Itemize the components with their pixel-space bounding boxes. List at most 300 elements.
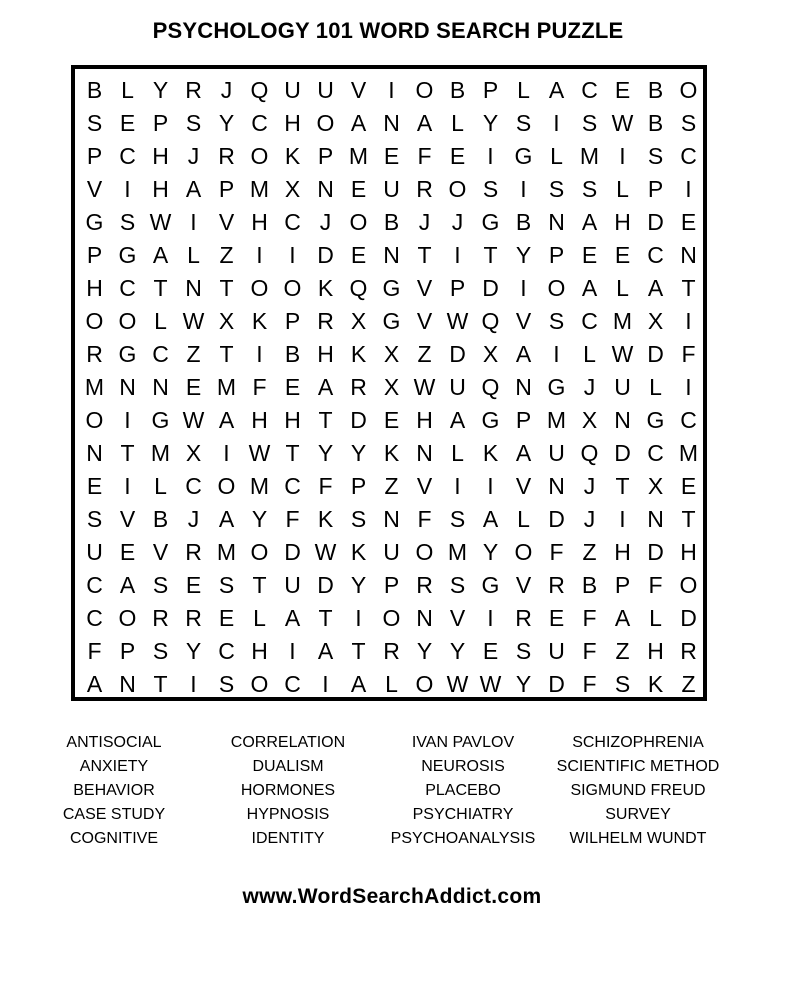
grid-letter-r14-c8[interactable]: K <box>317 506 334 532</box>
grid-letter-r6-c7[interactable]: I <box>289 242 296 268</box>
grid-letter-r9-c11[interactable]: Z <box>417 341 432 367</box>
grid-letter-r10-c17[interactable]: U <box>614 374 631 400</box>
grid-letter-r7-c17[interactable]: L <box>616 275 629 301</box>
grid-letter-r5-c16[interactable]: A <box>581 209 598 235</box>
grid-letter-r16-c11[interactable]: R <box>416 572 433 598</box>
grid-letter-r12-c8[interactable]: Y <box>317 440 334 466</box>
grid-letter-r18-c1[interactable]: F <box>87 638 102 664</box>
grid-letter-r16-c13[interactable]: G <box>481 572 500 598</box>
grid-letter-r7-c19[interactable]: T <box>681 275 696 301</box>
grid-letter-r10-c9[interactable]: R <box>350 374 367 400</box>
grid-letter-r9-c4[interactable]: Z <box>186 341 201 367</box>
grid-letter-r14-c13[interactable]: A <box>482 506 499 532</box>
grid-letter-r8-c8[interactable]: R <box>317 308 334 334</box>
grid-letter-r6-c5[interactable]: Z <box>219 242 234 268</box>
grid-letter-r1-c4[interactable]: R <box>185 77 202 103</box>
grid-letter-r17-c11[interactable]: N <box>416 605 433 631</box>
grid-letter-r11-c16[interactable]: X <box>581 407 598 433</box>
grid-letter-r16-c9[interactable]: Y <box>350 572 367 598</box>
grid-letter-r4-c5[interactable]: P <box>218 176 235 202</box>
grid-letter-r8-c4[interactable]: W <box>182 308 205 334</box>
grid-letter-r1-c7[interactable]: U <box>284 77 301 103</box>
grid-letter-r1-c10[interactable]: I <box>388 77 395 103</box>
grid-letter-r4-c6[interactable]: M <box>249 176 270 202</box>
grid-letter-r8-c15[interactable]: S <box>548 308 565 334</box>
grid-letter-r2-c9[interactable]: A <box>350 110 367 136</box>
grid-letter-r9-c8[interactable]: H <box>317 341 334 367</box>
grid-letter-r15-c19[interactable]: H <box>680 539 697 565</box>
grid-letter-r4-c9[interactable]: E <box>350 176 367 202</box>
grid-letter-r11-c5[interactable]: A <box>218 407 235 433</box>
grid-letter-r10-c14[interactable]: N <box>515 374 532 400</box>
grid-letter-r18-c5[interactable]: C <box>218 638 235 664</box>
grid-letter-r9-c7[interactable]: B <box>284 341 301 367</box>
grid-letter-r15-c12[interactable]: M <box>447 539 468 565</box>
grid-letter-r11-c7[interactable]: H <box>284 407 301 433</box>
grid-letter-r2-c17[interactable]: W <box>611 110 634 136</box>
grid-letter-r3-c17[interactable]: I <box>619 143 626 169</box>
grid-letter-r7-c8[interactable]: K <box>317 275 334 301</box>
grid-letter-r5-c6[interactable]: H <box>251 209 268 235</box>
grid-letter-r8-c6[interactable]: K <box>251 308 268 334</box>
grid-letter-r7-c12[interactable]: P <box>449 275 466 301</box>
grid-letter-r12-c14[interactable]: A <box>515 440 532 466</box>
grid-letter-r6-c18[interactable]: C <box>647 242 664 268</box>
grid-letter-r4-c14[interactable]: I <box>520 176 527 202</box>
grid-letter-r5-c11[interactable]: J <box>418 209 431 235</box>
grid-letter-r2-c11[interactable]: A <box>416 110 433 136</box>
grid-letter-r6-c13[interactable]: T <box>483 242 498 268</box>
grid-letter-r9-c14[interactable]: A <box>515 341 532 367</box>
grid-letter-r18-c12[interactable]: Y <box>449 638 466 664</box>
grid-letter-r16-c1[interactable]: C <box>86 572 103 598</box>
grid-letter-r14-c19[interactable]: T <box>681 506 696 532</box>
grid-letter-r8-c5[interactable]: X <box>218 308 235 334</box>
grid-letter-r15-c17[interactable]: H <box>614 539 631 565</box>
grid-letter-r7-c10[interactable]: G <box>382 275 401 301</box>
grid-letter-r17-c16[interactable]: F <box>582 605 597 631</box>
grid-letter-r5-c3[interactable]: W <box>149 209 172 235</box>
grid-letter-r1-c6[interactable]: Q <box>250 77 269 103</box>
grid-letter-r3-c5[interactable]: R <box>218 143 235 169</box>
grid-letter-r14-c14[interactable]: L <box>517 506 530 532</box>
grid-letter-r1-c14[interactable]: L <box>517 77 530 103</box>
grid-letter-r18-c15[interactable]: U <box>548 638 565 664</box>
letter-grid[interactable] <box>71 65 707 701</box>
grid-letter-r7-c16[interactable]: A <box>581 275 598 301</box>
grid-letter-r11-c13[interactable]: G <box>481 407 500 433</box>
grid-letter-r4-c18[interactable]: P <box>647 176 664 202</box>
grid-letter-r9-c13[interactable]: X <box>482 341 499 367</box>
grid-letter-r18-c13[interactable]: E <box>482 638 499 664</box>
grid-letter-r14-c10[interactable]: N <box>383 506 400 532</box>
grid-letter-r2-c2[interactable]: E <box>119 110 136 136</box>
grid-letter-r16-c6[interactable]: T <box>252 572 267 598</box>
grid-letter-r19-c3[interactable]: T <box>153 671 168 697</box>
grid-letter-r15-c18[interactable]: D <box>647 539 664 565</box>
grid-letter-r12-c6[interactable]: W <box>248 440 271 466</box>
grid-letter-r5-c7[interactable]: C <box>284 209 301 235</box>
grid-letter-r13-c5[interactable]: O <box>217 473 236 499</box>
grid-letter-r12-c7[interactable]: T <box>285 440 300 466</box>
grid-letter-r1-c3[interactable]: Y <box>152 77 169 103</box>
grid-letter-r2-c5[interactable]: Y <box>218 110 235 136</box>
grid-letter-r6-c3[interactable]: A <box>152 242 169 268</box>
grid-letter-r18-c7[interactable]: I <box>289 638 296 664</box>
grid-letter-r10-c19[interactable]: I <box>685 374 692 400</box>
grid-letter-r14-c12[interactable]: S <box>449 506 466 532</box>
grid-letter-r6-c19[interactable]: N <box>680 242 697 268</box>
grid-letter-r12-c4[interactable]: X <box>185 440 202 466</box>
grid-letter-r2-c16[interactable]: S <box>581 110 598 136</box>
grid-letter-r14-c2[interactable]: V <box>119 506 136 532</box>
grid-letter-r16-c3[interactable]: S <box>152 572 169 598</box>
grid-letter-r12-c1[interactable]: N <box>86 440 103 466</box>
grid-letter-r18-c9[interactable]: T <box>351 638 366 664</box>
grid-letter-r14-c15[interactable]: D <box>548 506 565 532</box>
grid-letter-r17-c14[interactable]: R <box>515 605 532 631</box>
grid-letter-r7-c4[interactable]: N <box>185 275 202 301</box>
grid-letter-r9-c18[interactable]: D <box>647 341 664 367</box>
grid-letter-r14-c1[interactable]: S <box>86 506 103 532</box>
grid-letter-r12-c13[interactable]: K <box>482 440 499 466</box>
grid-letter-r17-c10[interactable]: O <box>382 605 401 631</box>
grid-letter-r5-c14[interactable]: B <box>515 209 532 235</box>
grid-letter-r6-c11[interactable]: T <box>417 242 432 268</box>
grid-letter-r11-c1[interactable]: O <box>85 407 104 433</box>
grid-letter-r13-c17[interactable]: T <box>615 473 630 499</box>
grid-letter-r18-c19[interactable]: R <box>680 638 697 664</box>
grid-letter-r19-c16[interactable]: F <box>582 671 597 697</box>
grid-letter-r9-c16[interactable]: L <box>583 341 596 367</box>
grid-letter-r9-c2[interactable]: G <box>118 341 137 367</box>
grid-letter-r4-c19[interactable]: I <box>685 176 692 202</box>
grid-letter-r5-c17[interactable]: H <box>614 209 631 235</box>
grid-letter-r8-c16[interactable]: C <box>581 308 598 334</box>
grid-letter-r15-c15[interactable]: F <box>549 539 564 565</box>
grid-letter-r2-c15[interactable]: I <box>553 110 560 136</box>
grid-letter-r18-c17[interactable]: Z <box>615 638 630 664</box>
grid-letter-r13-c9[interactable]: P <box>350 473 367 499</box>
grid-letter-r6-c4[interactable]: L <box>187 242 200 268</box>
grid-letter-r9-c17[interactable]: W <box>611 341 634 367</box>
grid-letter-r14-c9[interactable]: S <box>350 506 367 532</box>
grid-letter-r10-c11[interactable]: W <box>413 374 436 400</box>
grid-letter-r3-c13[interactable]: I <box>487 143 494 169</box>
grid-letter-r16-c2[interactable]: A <box>119 572 136 598</box>
grid-letter-r8-c9[interactable]: X <box>350 308 367 334</box>
grid-letter-r16-c16[interactable]: B <box>581 572 598 598</box>
grid-letter-r12-c2[interactable]: T <box>120 440 135 466</box>
grid-letter-r16-c14[interactable]: V <box>515 572 532 598</box>
grid-letter-r9-c15[interactable]: I <box>553 341 560 367</box>
grid-letter-r2-c8[interactable]: O <box>316 110 335 136</box>
grid-letter-r8-c2[interactable]: O <box>118 308 137 334</box>
grid-letter-r18-c14[interactable]: S <box>515 638 532 664</box>
grid-letter-r9-c5[interactable]: T <box>219 341 234 367</box>
grid-letter-r18-c10[interactable]: R <box>383 638 400 664</box>
grid-letter-r18-c16[interactable]: F <box>582 638 597 664</box>
grid-letter-r3-c4[interactable]: J <box>187 143 200 169</box>
grid-letter-r13-c16[interactable]: J <box>583 473 596 499</box>
grid-letter-r6-c12[interactable]: I <box>454 242 461 268</box>
grid-letter-r1-c1[interactable]: B <box>86 77 103 103</box>
grid-letter-r9-c6[interactable]: I <box>256 341 263 367</box>
grid-letter-r17-c7[interactable]: A <box>284 605 301 631</box>
grid-letter-r13-c18[interactable]: X <box>647 473 664 499</box>
grid-letter-r5-c15[interactable]: N <box>548 209 565 235</box>
grid-letter-r2-c3[interactable]: P <box>152 110 169 136</box>
grid-letter-r3-c9[interactable]: M <box>348 143 369 169</box>
grid-letter-r5-c1[interactable]: G <box>85 209 104 235</box>
grid-letter-r8-c12[interactable]: W <box>446 308 469 334</box>
grid-letter-r19-c9[interactable]: A <box>350 671 367 697</box>
grid-letter-r3-c19[interactable]: C <box>680 143 697 169</box>
grid-letter-r9-c12[interactable]: D <box>449 341 466 367</box>
grid-letter-r11-c3[interactable]: G <box>151 407 170 433</box>
grid-letter-r6-c14[interactable]: Y <box>515 242 532 268</box>
grid-letter-r2-c14[interactable]: S <box>515 110 532 136</box>
grid-letter-r1-c19[interactable]: O <box>679 77 698 103</box>
grid-letter-r13-c13[interactable]: I <box>487 473 494 499</box>
grid-letter-r19-c7[interactable]: C <box>284 671 301 697</box>
grid-letter-r5-c2[interactable]: S <box>119 209 136 235</box>
grid-letter-r7-c3[interactable]: T <box>153 275 168 301</box>
grid-letter-r11-c2[interactable]: I <box>124 407 131 433</box>
grid-letter-r15-c5[interactable]: M <box>216 539 237 565</box>
grid-letter-r7-c7[interactable]: O <box>283 275 302 301</box>
grid-letter-r11-c12[interactable]: A <box>449 407 466 433</box>
grid-letter-r4-c15[interactable]: S <box>548 176 565 202</box>
grid-letter-r11-c14[interactable]: P <box>515 407 532 433</box>
grid-letter-r14-c4[interactable]: J <box>187 506 200 532</box>
grid-letter-r2-c10[interactable]: N <box>383 110 400 136</box>
grid-letter-r15-c7[interactable]: D <box>284 539 301 565</box>
grid-letter-r1-c5[interactable]: J <box>220 77 233 103</box>
grid-letter-r13-c10[interactable]: Z <box>384 473 399 499</box>
grid-letter-r10-c2[interactable]: N <box>119 374 136 400</box>
grid-letter-r7-c14[interactable]: I <box>520 275 527 301</box>
grid-letter-r5-c4[interactable]: I <box>190 209 197 235</box>
grid-letter-r3-c6[interactable]: O <box>250 143 269 169</box>
grid-letter-r16-c18[interactable]: F <box>648 572 663 598</box>
grid-letter-r19-c10[interactable]: L <box>385 671 398 697</box>
grid-letter-r8-c3[interactable]: L <box>154 308 167 334</box>
grid-letter-r18-c8[interactable]: A <box>317 638 334 664</box>
grid-letter-r13-c15[interactable]: N <box>548 473 565 499</box>
grid-letter-r3-c18[interactable]: S <box>647 143 664 169</box>
grid-letter-r15-c2[interactable]: E <box>119 539 136 565</box>
grid-letter-r15-c14[interactable]: O <box>514 539 533 565</box>
grid-letter-r1-c12[interactable]: B <box>449 77 466 103</box>
grid-letter-r17-c1[interactable]: C <box>86 605 103 631</box>
grid-letter-r19-c14[interactable]: Y <box>515 671 532 697</box>
grid-letter-r15-c13[interactable]: Y <box>482 539 499 565</box>
grid-letter-r6-c16[interactable]: E <box>581 242 598 268</box>
grid-letter-r13-c11[interactable]: V <box>416 473 433 499</box>
grid-letter-r5-c12[interactable]: J <box>451 209 464 235</box>
grid-letter-r4-c10[interactable]: U <box>383 176 400 202</box>
grid-letter-r5-c13[interactable]: G <box>481 209 500 235</box>
grid-letter-r10-c8[interactable]: A <box>317 374 334 400</box>
grid-letter-r13-c1[interactable]: E <box>86 473 103 499</box>
grid-letter-r8-c17[interactable]: M <box>612 308 633 334</box>
grid-letter-r14-c7[interactable]: F <box>285 506 300 532</box>
grid-letter-r15-c4[interactable]: R <box>185 539 202 565</box>
grid-letter-r14-c17[interactable]: I <box>619 506 626 532</box>
grid-letter-r1-c17[interactable]: E <box>614 77 631 103</box>
grid-letter-r19-c4[interactable]: I <box>190 671 197 697</box>
grid-letter-r3-c14[interactable]: G <box>514 143 533 169</box>
grid-letter-r4-c8[interactable]: N <box>317 176 334 202</box>
grid-letter-r13-c3[interactable]: L <box>154 473 167 499</box>
grid-letter-r10-c7[interactable]: E <box>284 374 301 400</box>
grid-letter-r9-c3[interactable]: C <box>152 341 169 367</box>
grid-letter-r11-c18[interactable]: G <box>646 407 665 433</box>
grid-letter-r4-c4[interactable]: A <box>185 176 202 202</box>
grid-letter-r16-c8[interactable]: D <box>317 572 334 598</box>
grid-letter-r16-c5[interactable]: S <box>218 572 235 598</box>
grid-letter-r6-c2[interactable]: G <box>118 242 137 268</box>
grid-letter-r12-c19[interactable]: M <box>678 440 699 466</box>
grid-letter-r11-c17[interactable]: N <box>614 407 631 433</box>
grid-letter-r18-c6[interactable]: H <box>251 638 268 664</box>
grid-letter-r16-c4[interactable]: E <box>185 572 202 598</box>
grid-letter-r16-c15[interactable]: R <box>548 572 565 598</box>
grid-letter-r3-c1[interactable]: P <box>86 143 103 169</box>
grid-letter-r1-c9[interactable]: V <box>350 77 367 103</box>
grid-letter-r6-c9[interactable]: E <box>350 242 367 268</box>
grid-letter-r12-c5[interactable]: I <box>223 440 230 466</box>
grid-letter-r13-c8[interactable]: F <box>318 473 333 499</box>
grid-letter-r14-c11[interactable]: F <box>417 506 432 532</box>
grid-letter-r17-c13[interactable]: I <box>487 605 494 631</box>
grid-letter-r6-c6[interactable]: I <box>256 242 263 268</box>
grid-letter-r17-c9[interactable]: I <box>355 605 362 631</box>
grid-letter-r4-c7[interactable]: X <box>284 176 301 202</box>
grid-letter-r16-c12[interactable]: S <box>449 572 466 598</box>
grid-letter-r10-c6[interactable]: F <box>252 374 267 400</box>
grid-letter-r9-c9[interactable]: K <box>350 341 367 367</box>
grid-letter-r17-c15[interactable]: E <box>548 605 565 631</box>
grid-letter-r10-c16[interactable]: J <box>583 374 596 400</box>
grid-letter-r16-c17[interactable]: P <box>614 572 631 598</box>
grid-letter-r8-c18[interactable]: X <box>647 308 664 334</box>
grid-letter-r13-c6[interactable]: M <box>249 473 270 499</box>
grid-letter-r2-c13[interactable]: Y <box>482 110 499 136</box>
grid-letter-r10-c1[interactable]: M <box>84 374 105 400</box>
grid-letter-r7-c11[interactable]: V <box>416 275 433 301</box>
grid-letter-r3-c7[interactable]: K <box>284 143 301 169</box>
grid-letter-r3-c12[interactable]: E <box>449 143 466 169</box>
grid-letter-r2-c4[interactable]: S <box>185 110 202 136</box>
grid-letter-r2-c12[interactable]: L <box>451 110 464 136</box>
grid-letter-r8-c14[interactable]: V <box>515 308 532 334</box>
grid-letter-r7-c2[interactable]: C <box>119 275 136 301</box>
grid-letter-r10-c5[interactable]: M <box>216 374 237 400</box>
grid-letter-r9-c1[interactable]: R <box>86 341 103 367</box>
grid-letter-r8-c7[interactable]: P <box>284 308 301 334</box>
grid-letter-r5-c10[interactable]: B <box>383 209 400 235</box>
grid-letter-r18-c2[interactable]: P <box>119 638 136 664</box>
grid-letter-r14-c6[interactable]: Y <box>251 506 268 532</box>
grid-letter-r12-c3[interactable]: M <box>150 440 171 466</box>
grid-letter-r19-c5[interactable]: S <box>218 671 235 697</box>
grid-letter-r11-c6[interactable]: H <box>251 407 268 433</box>
grid-letter-r17-c5[interactable]: E <box>218 605 235 631</box>
grid-letter-r13-c14[interactable]: V <box>515 473 532 499</box>
grid-letter-r1-c11[interactable]: O <box>415 77 434 103</box>
grid-letter-r13-c12[interactable]: I <box>454 473 461 499</box>
grid-letter-r10-c10[interactable]: X <box>383 374 400 400</box>
grid-letter-r14-c5[interactable]: A <box>218 506 235 532</box>
grid-letter-r2-c6[interactable]: C <box>251 110 268 136</box>
grid-letter-r19-c2[interactable]: N <box>119 671 136 697</box>
grid-letter-r19-c17[interactable]: S <box>614 671 631 697</box>
grid-letter-r17-c3[interactable]: R <box>152 605 169 631</box>
grid-letter-r1-c8[interactable]: U <box>317 77 334 103</box>
grid-letter-r7-c15[interactable]: O <box>547 275 566 301</box>
grid-letter-r3-c8[interactable]: P <box>317 143 334 169</box>
grid-letter-r15-c11[interactable]: O <box>415 539 434 565</box>
grid-letter-r3-c15[interactable]: L <box>550 143 563 169</box>
grid-letter-r13-c4[interactable]: C <box>185 473 202 499</box>
grid-letter-r12-c9[interactable]: Y <box>350 440 367 466</box>
grid-letter-r10-c3[interactable]: N <box>152 374 169 400</box>
grid-letter-r5-c18[interactable]: D <box>647 209 664 235</box>
grid-letter-r11-c8[interactable]: T <box>318 407 333 433</box>
grid-letter-r17-c17[interactable]: A <box>614 605 631 631</box>
grid-letter-r8-c19[interactable]: I <box>685 308 692 334</box>
grid-letter-r7-c18[interactable]: A <box>647 275 664 301</box>
grid-letter-r10-c12[interactable]: U <box>449 374 466 400</box>
grid-letter-r17-c2[interactable]: O <box>118 605 137 631</box>
grid-letter-r16-c7[interactable]: U <box>284 572 301 598</box>
grid-letter-r3-c3[interactable]: H <box>152 143 169 169</box>
grid-letter-r4-c16[interactable]: S <box>581 176 598 202</box>
grid-letter-r17-c6[interactable]: L <box>253 605 266 631</box>
grid-letter-r12-c10[interactable]: K <box>383 440 400 466</box>
grid-letter-r12-c15[interactable]: U <box>548 440 565 466</box>
grid-letter-r19-c13[interactable]: W <box>479 671 502 697</box>
grid-letter-r11-c10[interactable]: E <box>383 407 400 433</box>
grid-letter-r5-c8[interactable]: J <box>319 209 332 235</box>
grid-letter-r5-c9[interactable]: O <box>349 209 368 235</box>
grid-letter-r19-c8[interactable]: I <box>322 671 329 697</box>
grid-letter-r5-c5[interactable]: V <box>218 209 235 235</box>
grid-letter-r11-c9[interactable]: D <box>350 407 367 433</box>
grid-letter-r18-c11[interactable]: Y <box>416 638 433 664</box>
grid-letter-r2-c18[interactable]: B <box>647 110 664 136</box>
grid-letter-r12-c17[interactable]: D <box>614 440 631 466</box>
grid-letter-r19-c12[interactable]: W <box>446 671 469 697</box>
grid-letter-r11-c11[interactable]: H <box>416 407 433 433</box>
grid-letter-r18-c18[interactable]: H <box>647 638 664 664</box>
grid-letter-r16-c19[interactable]: O <box>679 572 698 598</box>
grid-letter-r17-c8[interactable]: T <box>318 605 333 631</box>
grid-letter-r13-c7[interactable]: C <box>284 473 301 499</box>
grid-letter-r6-c15[interactable]: P <box>548 242 565 268</box>
grid-letter-r19-c15[interactable]: D <box>548 671 565 697</box>
grid-letter-r9-c19[interactable]: F <box>681 341 696 367</box>
grid-letter-r4-c3[interactable]: H <box>152 176 169 202</box>
grid-letter-r18-c4[interactable]: Y <box>185 638 202 664</box>
grid-letter-r19-c11[interactable]: O <box>415 671 434 697</box>
grid-letter-r17-c4[interactable]: R <box>185 605 202 631</box>
grid-letter-r15-c3[interactable]: V <box>152 539 169 565</box>
grid-letter-r15-c9[interactable]: K <box>350 539 367 565</box>
grid-letter-r3-c16[interactable]: M <box>579 143 600 169</box>
